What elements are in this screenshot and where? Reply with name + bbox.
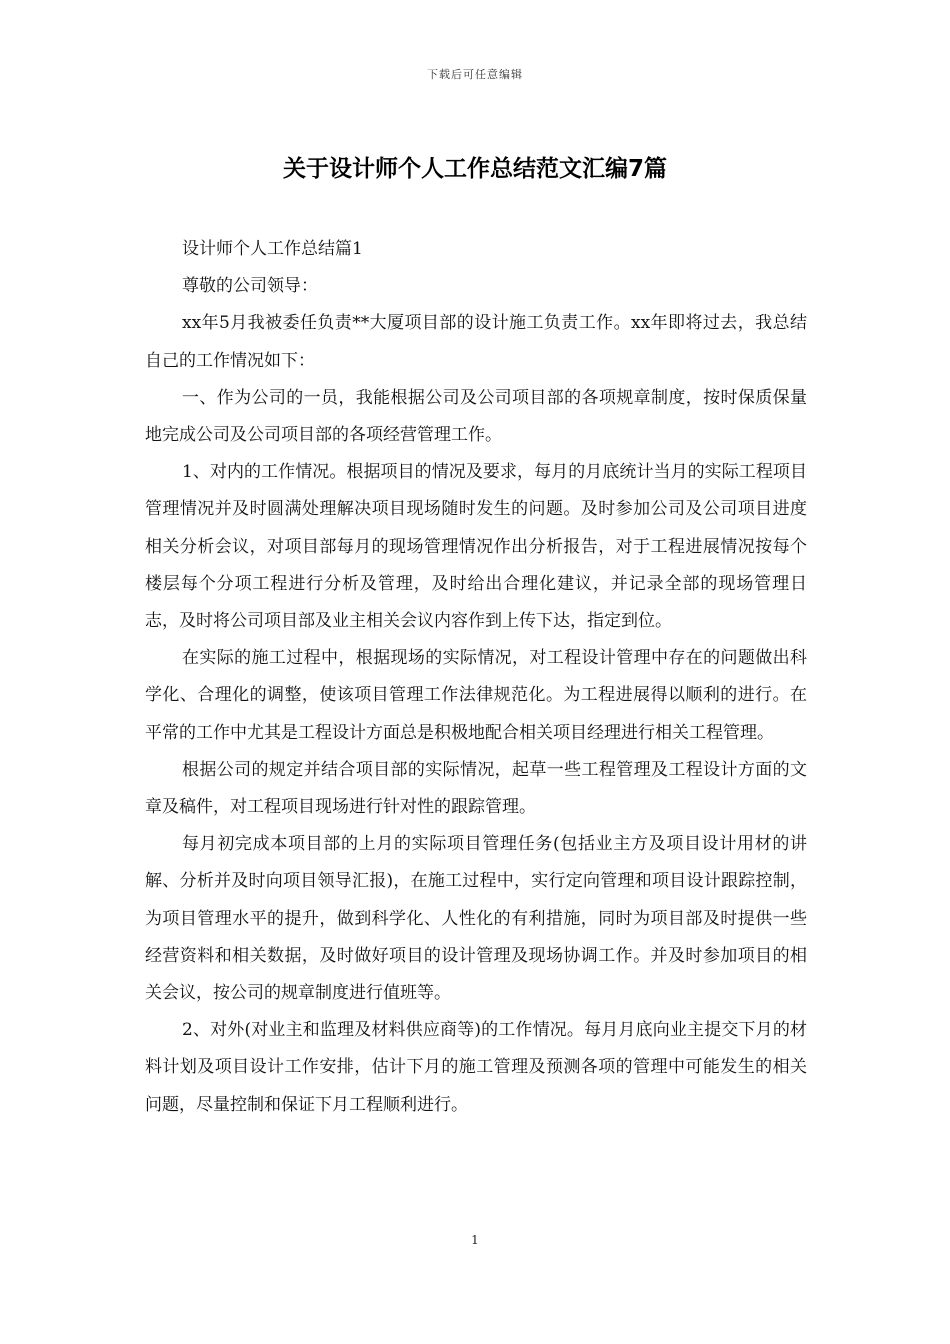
paragraph: 每月初完成本项目部的上月的实际项目管理任务(包括业主方及项目设计用材的讲解、分析并及时向项目领导汇报)，在施工过程中，实行定向管理和项目设计跟踪控制，为项目管理水平的提升，做到科学化、人性化的有利措施，同时为项目部及时提供一些经营资料和相关数据，及时做好项目的设计管理及现场协调工作。并及时参加项目的相关会议，按公司的规章制度进行值班等。	[145, 834, 807, 1004]
document-body	[145, 231, 807, 1124]
paragraph: 2、对外(对业主和监理及材料供应商等)的工作情况。每月月底向业主提交下月的材料计划及项目设计工作安排，估计下月的施工管理及预测各项的管理中可能发生的相关问题，尽量控制和保证下月工程顺利进行。	[145, 1020, 807, 1115]
paragraph: 一、作为公司的一员，我能根据公司及公司项目部的各项规章制度，按时保质保量地完成公司及公司项目部的各项经营管理工作。	[145, 387, 807, 446]
section-heading: 设计师个人工作总结篇1	[182, 239, 363, 259]
salutation: 尊敬的公司领导：	[182, 276, 318, 297]
paragraph: 1、对内的工作情况。根据项目的情况及要求，每月的月底统计当月的实际工程项目管理情况并及时圆满处理解决项目现场随时发生的问题。及时参加公司及公司项目进度相关分析会议，对项目部每月的现场管理情况作出分析报告，对于工程进展情况按每个楼层每个分项工程进行分析及管理，及时给出合理化建议，并记录全部的现场管理日志，及时将公司项目部及业主相关会议内容作到上传下达，指定到位。	[145, 462, 807, 632]
document-title: 关于设计师个人工作总结范文汇编7篇	[282, 156, 667, 182]
page-number: 1	[471, 1233, 479, 1247]
header-note: 下载后可任意编辑	[427, 68, 523, 81]
paragraph: xx年5月我被委任负责**大厦项目部的设计施工负责工作。xx年即将过去，我总结自己的工作情况如下：	[145, 313, 807, 371]
paragraph: 根据公司的规定并结合项目部的实际情况，起草一些工程管理及工程设计方面的文章及稿件，对工程项目现场进行针对性的跟踪管理。	[145, 759, 807, 818]
paragraph: 在实际的施工过程中，根据现场的实际情况，对工程设计管理中存在的问题做出科学化、合理化的调整，使该项目管理工作法律规范化。为工程进展得以顺利的进行。在平常的工作中尤其是工程设计方面总是积极地配合相关项目经理进行相关工程管理。	[145, 648, 807, 743]
